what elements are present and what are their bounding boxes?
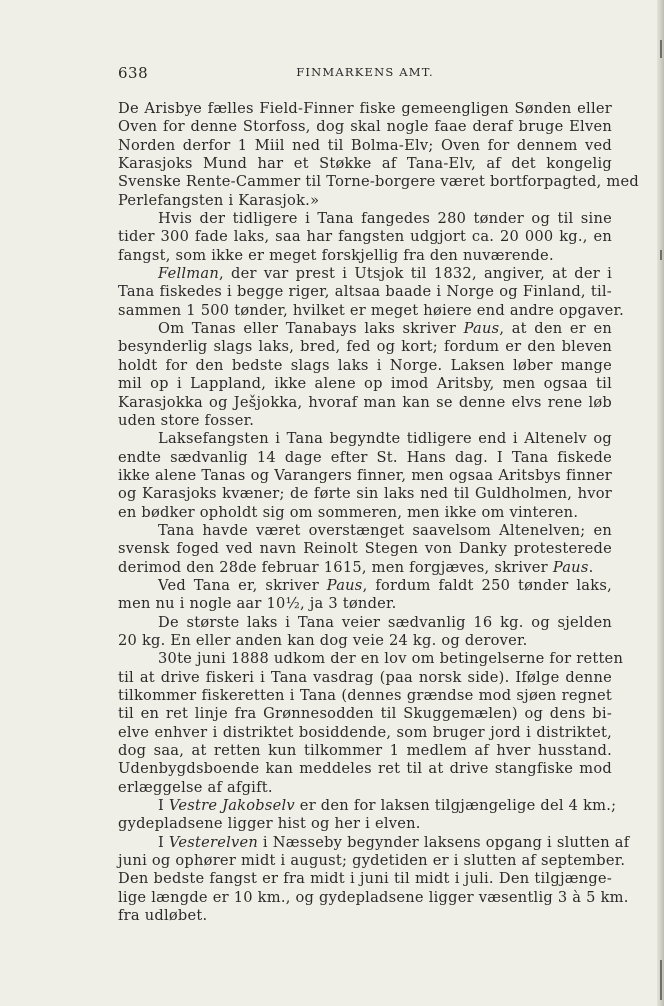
text-run: Om Tanas eller Tanabays laks skriver [158,320,464,338]
text-line [118,907,612,925]
text-run: lige længde er 10 km., og gydepladsene ligger væsentlig 3 à 5 km. [118,888,629,906]
text-line [118,301,625,320]
running-title: FINMARKENS AMT. [296,65,434,79]
text-line [118,779,612,797]
italic-text: Vesterelven [168,833,259,851]
text-run: til en ret linje fra Grønnesodden til Skuggemælen) og dens bi- [118,705,612,723]
text-run: tilkommer fiskeretten i Tana (dennes grændse mod sjøen regnet [118,687,612,704]
text-line [118,852,626,870]
text-line [118,394,612,412]
text-run: Perlefangsten i Karasjok.» [118,191,320,209]
body-text [118,100,639,925]
text-run: besynderlig slags laks, bred, fed og kort; fordum er den bleven [118,338,612,356]
text-run: Udenbygdsboende kan meddeles ret til at drive stangfiske mod [118,760,612,778]
text-run: Den bedste fangst er fra midt i juni til midt i juli. Den tilgjænge- [118,870,612,888]
text-line [118,100,612,118]
text-run: I [158,833,169,851]
text-line [118,265,612,283]
text-line [118,137,612,155]
text-line [118,815,612,833]
text-run: svensk foged ved navn Reinolt Stegen von Danky protesterede [118,540,612,558]
text-line [118,705,612,723]
text-run: , der var prest i Utsjok til 1832, angiver, at der i [219,265,612,283]
text-line [118,430,612,448]
text-line [118,888,629,907]
text-run: Ved Tana er, skriver [158,576,327,594]
text-line [118,540,612,558]
text-run: 20 kg. En eller anden kan dog veie 24 kg. og derover. [118,631,528,649]
text-line [118,338,612,356]
text-run: i Næsseby begynder laksens opgang i slutten af [258,833,630,851]
text-run: tider 300 fade laks, saa har fangsten udgjort ca. 20 000 kg., en [118,228,612,246]
text-line [118,797,617,815]
text-run: Norden derfor 1 Miil ned til Bolma-Elv; Oven for dennem ved [118,136,612,154]
text-run: gydepladsene ligger hist og her i elven. [118,815,421,833]
text-run: men nu i nogle aar 10½, ja 3 tønder. [118,595,397,613]
text-run: I [158,797,169,815]
text-line [118,760,612,778]
text-run: erlæggelse af afgift. [118,778,273,796]
text-line [118,118,612,136]
text-line [118,320,612,338]
text-line [118,687,612,705]
text-run: en bødker opholdt sig om sommeren, men ikke om vinteren. [118,503,579,521]
text-run: uden store fosser. [118,411,255,429]
italic-text: Fellman [158,265,219,283]
page-header [118,64,612,84]
text-run: dog saa, at retten kun tilkommer 1 medlem af hver husstand. [118,742,612,760]
text-run: mil op i Lappland, ikke alene op imod Aritsby, men ogsaa til [118,375,612,393]
text-line [118,357,612,375]
text-line [118,577,612,595]
text-line [118,724,612,742]
text-run: Laksefangsten i Tana begyndte tidligere end i Altenelv og [158,430,612,448]
text-run: Hvis der tidligere i Tana fangedes 280 tønder og til sine [158,210,612,228]
text-line [118,833,630,852]
text-run: og Karasjoks kvæner; de førte sin laks ned til Guldholmen, hvor [118,485,612,503]
text-line [118,669,612,687]
text-run: De største laks i Tana veier sædvanlig 16 kg. og sjelden [158,613,612,631]
text-line [118,485,612,503]
text-run: . [588,558,594,576]
page-edge [657,0,664,1006]
text-run: , fordum faldt 250 tønder laks, [362,576,612,594]
italic-text: Paus [326,576,363,594]
text-run: holdt for den bedste slags laks i Norge. Laksen løber mange [118,356,612,374]
text-line [118,283,612,301]
text-line [118,632,612,650]
text-run: 30te juni 1888 udkom der en lov om betingelserne for retten [158,650,624,668]
text-line [118,522,612,540]
text-run: De Arisbye fælles Field-Finner fiske gemeengligen Sønden eller [118,100,612,117]
text-run: fangst, som ikke er meget forskjellig fra den nuværende. [118,246,554,264]
italic-text: Paus [552,558,589,576]
text-run: er den for laksen tilgjængelige del 4 km.; [294,797,617,815]
text-line [118,247,612,265]
text-line [118,173,639,191]
text-run: Karasjoks Mund har et Støkke af Tana-Elv, af det kongelig [118,155,612,173]
text-line [118,742,612,760]
italic-text: Paus [463,320,500,338]
text-line [118,449,612,467]
text-line [118,504,612,522]
text-line [118,467,612,485]
italic-text: Vestre Jakobselv [168,797,295,815]
text-line [118,614,612,632]
text-line [118,192,612,210]
text-run: derimod den 28de februar 1615, men forgjæves, skriver [118,558,553,576]
text-run: Karasjokka og Ješjokka, hvoraf man kan se denne elvs rene løb [118,393,612,411]
text-line [118,228,612,246]
page-number: 638 [118,64,149,82]
text-run: fra udløbet. [118,907,208,925]
text-line [118,559,612,577]
text-line [118,870,612,888]
text-run: endte sædvanlig 14 dage efter St. Hans dag. I Tana fiskede [118,448,612,466]
text-line [118,650,624,668]
text-run: ikke alene Tanas og Varangers finner, men ogsaa Aritsbys finner [118,466,612,484]
text-run: Svenske Rente-Cammer til Torne-borgere været bortforpagted, med [118,173,639,191]
text-run: , at den er en [499,320,612,338]
text-line [118,412,612,430]
text-run: Oven for denne Storfoss, dog skal nogle faae deraf bruge Elven [118,118,612,136]
text-line [118,155,612,173]
text-line [118,595,612,613]
text-line [118,210,612,228]
text-run: sammen 1 500 tønder, hvilket er meget høiere end andre opgaver. [118,301,625,319]
text-run: til at drive fiskeri i Tana vasdrag (paa norsk side). Ifølge denne [118,668,612,686]
text-run: elve enhver i distriktet bosiddende, som bruger jord i distriktet, [118,723,612,741]
text-line [118,375,612,393]
text-run: juni og ophører midt i august; gydetiden er i slutten af september. [118,852,626,870]
text-run: Tana havde været overstænget saavelsom Altenelven; en [158,521,612,539]
text-run: Tana fiskedes i begge riger, altsaa baade i Norge og Finland, til- [118,283,612,301]
